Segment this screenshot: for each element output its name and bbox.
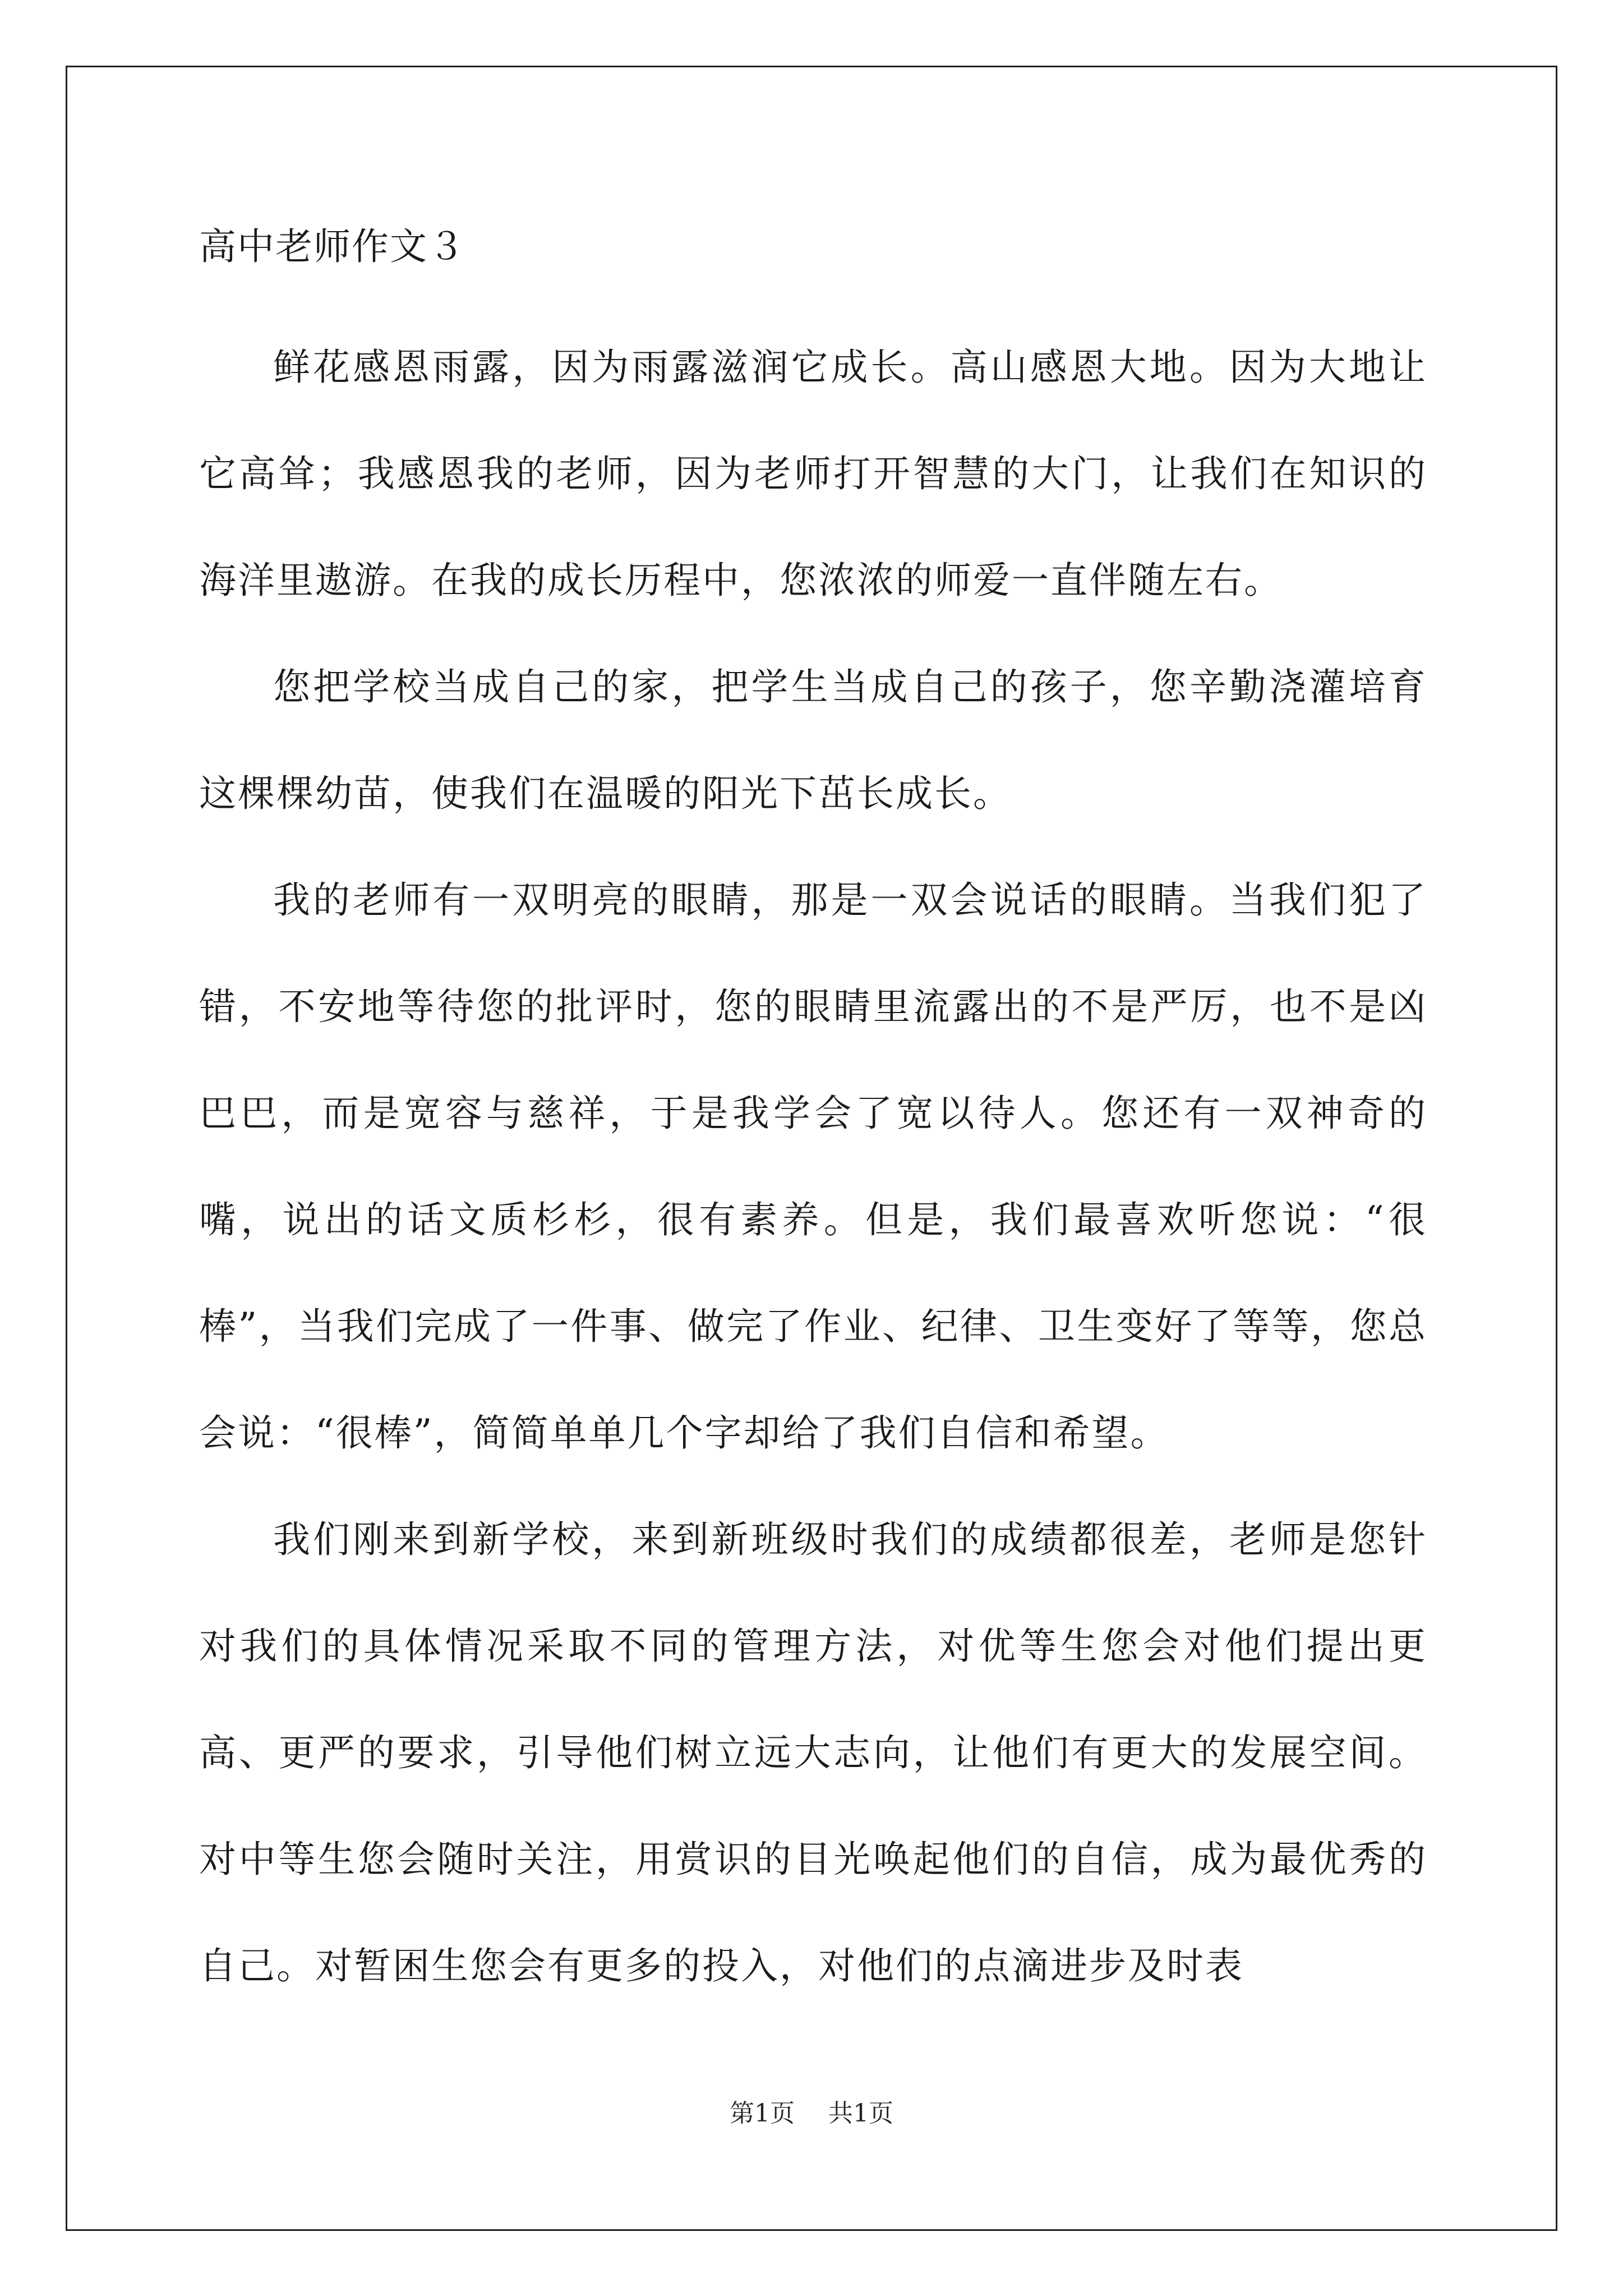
document-title: 高中老师作文３ [199,225,466,268]
page-number: 第1页 [730,2099,795,2128]
document-body [199,213,1427,2019]
page-total: 共1页 [828,2099,893,2128]
page-footer [0,2097,1623,2131]
paragraph-3: 我的老师有一双明亮的眼睛，那是一双会说话的眼睛。当我们犯了错，不安地等待您的批评时，您的眼睛里流露出的不是严厉，也不是凶巴巴，而是宽容与慈祥，于是我学会了宽以待人。您还有一双神奇的嘴，说出的话文质杉杉，很有素养。但是，我们最喜欢听您说：“很棒”，当我们完成了一件事、做完了作业、纪律、卫生变好了等等，您总会说：“很棒”，简简单单几个字却给了我们自信和希望。 [199,878,1427,1455]
paragraph-4: 我们刚来到新学校，来到新班级时我们的成绩都很差，老师是您针对我们的具体情况采取不同的管理方法，对优等生您会对他们提出更高、更严的要求，引导他们树立远大志向，让他们有更大的发展空间。对中等生您会随时关注，用赏识的目光唤起他们的自信，成为最优秀的自己。对暂困生您会有更多的投入，对他们的点滴进步及时表 [199,1518,1427,1987]
paragraph-2: 您把学校当成自己的家，把学生当成自己的孩子，您辛勤浇灌培育这棵棵幼苗，使我们在温暖的阳光下茁长成长。 [199,665,1427,815]
paragraph-1: 鲜花感恩雨露，因为雨露滋润它成长。高山感恩大地。因为大地让它高耸；我感恩我的老师，因为老师打开智慧的大门，让我们在知识的海洋里遨游。在我的成长历程中，您浓浓的师爱一直伴随左右。 [199,346,1427,602]
